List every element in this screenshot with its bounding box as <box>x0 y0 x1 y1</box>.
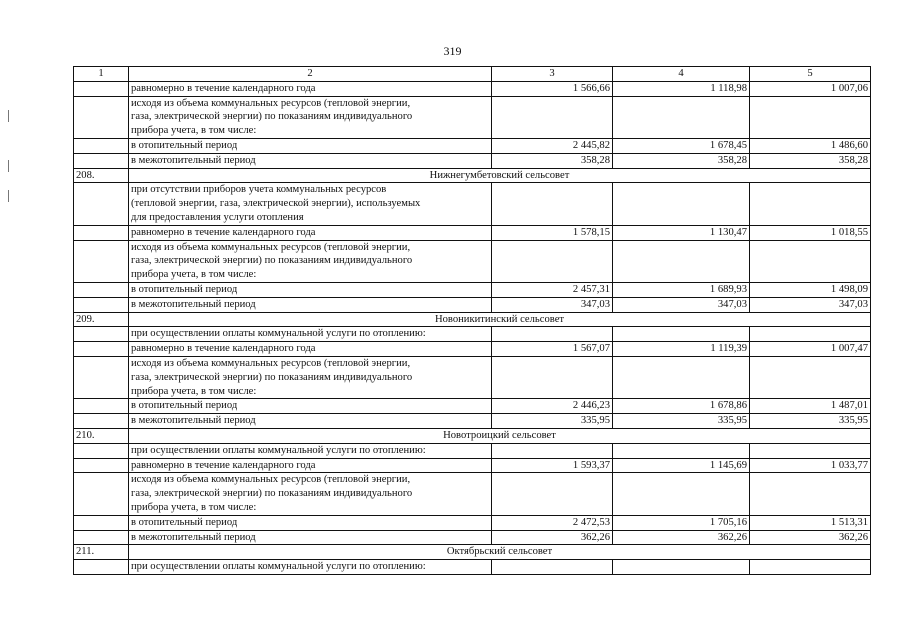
value-cell-v3 <box>492 356 613 398</box>
row-description <box>129 458 492 473</box>
row-description <box>129 473 492 515</box>
description-line: при осуществлении оплаты коммунальной услуги по отоплению: <box>131 561 426 573</box>
row-description <box>129 138 492 153</box>
table-row <box>74 399 871 414</box>
value-cell-v5 <box>750 327 871 342</box>
value-cell-v4: 1 119,39 <box>613 342 750 357</box>
row-description <box>129 225 492 240</box>
value-cell-v5: 1 498,09 <box>750 282 871 297</box>
value-cell-v4: 358,28 <box>613 153 750 168</box>
row-number-cell <box>74 356 129 398</box>
section-number: 211. <box>74 545 129 560</box>
section-number: 208. <box>74 168 129 183</box>
row-number-cell <box>74 282 129 297</box>
scan-margin-mark <box>8 160 9 172</box>
scan-margin-mark <box>8 110 9 122</box>
row-number-cell <box>74 240 129 282</box>
row-number-cell <box>74 183 129 225</box>
table-row <box>74 81 871 96</box>
row-number-cell <box>74 530 129 545</box>
table-row <box>74 342 871 357</box>
table-row <box>74 458 871 473</box>
value-cell-v3: 335,95 <box>492 414 613 429</box>
value-cell-v3: 1 578,15 <box>492 225 613 240</box>
section-number: 210. <box>74 428 129 443</box>
description-line: газа, электрической энергии) по показаниям индивидуального <box>131 255 413 267</box>
row-number-cell <box>74 225 129 240</box>
value-cell-v3: 2 445,82 <box>492 138 613 153</box>
value-cell-v3: 1 593,37 <box>492 458 613 473</box>
value-cell-v4: 1 705,16 <box>613 515 750 530</box>
tariff-table <box>73 66 871 575</box>
row-description <box>129 356 492 398</box>
table-row <box>74 327 871 342</box>
table-row <box>74 153 871 168</box>
page-number: 319 <box>443 44 462 58</box>
value-cell-v4 <box>613 443 750 458</box>
table-row <box>74 560 871 575</box>
table-row <box>74 443 871 458</box>
value-cell-v4: 1 678,86 <box>613 399 750 414</box>
value-cell-v5: 362,26 <box>750 530 871 545</box>
value-cell-v5: 1 513,31 <box>750 515 871 530</box>
value-cell-v5: 335,95 <box>750 414 871 429</box>
section-title: Новоникитинский сельсовет <box>129 312 871 327</box>
row-description <box>129 414 492 429</box>
row-description <box>129 240 492 282</box>
value-cell-v3 <box>492 473 613 515</box>
description-line: прибора учета, в том числе: <box>131 385 257 397</box>
value-cell-v3: 2 472,53 <box>492 515 613 530</box>
description-line: при отсутствии приборов учета коммунальных ресурсов <box>131 184 387 196</box>
value-cell-v4 <box>613 96 750 138</box>
table-row <box>74 297 871 312</box>
section-title: Октябрьский сельсовет <box>129 545 871 560</box>
description-line: исходя из объема коммунальных ресурсов (тепловой энергии, <box>131 474 411 486</box>
description-line: при осуществлении оплаты коммунальной услуги по отоплению: <box>131 328 426 340</box>
description-line: для предоставления услуги отопления <box>131 211 304 223</box>
value-cell-v5: 1 007,06 <box>750 81 871 96</box>
row-number-cell <box>74 458 129 473</box>
value-cell-v5 <box>750 473 871 515</box>
value-cell-v3 <box>492 96 613 138</box>
value-cell-v4 <box>613 183 750 225</box>
column-header: 3 <box>492 67 613 82</box>
column-header: 2 <box>129 67 492 82</box>
description-line: прибора учета, в том числе: <box>131 501 257 513</box>
table-row <box>74 225 871 240</box>
row-number-cell <box>74 399 129 414</box>
value-cell-v4 <box>613 473 750 515</box>
value-cell-v4 <box>613 240 750 282</box>
value-cell-v5: 1 033,77 <box>750 458 871 473</box>
row-description <box>129 443 492 458</box>
description-line: исходя из объема коммунальных ресурсов (тепловой энергии, <box>131 241 411 253</box>
description-line: при осуществлении оплаты коммунальной услуги по отоплению: <box>131 444 426 456</box>
row-description <box>129 81 492 96</box>
value-cell-v3 <box>492 240 613 282</box>
row-description <box>129 560 492 575</box>
description-line: (тепловой энергии, газа, электрической энергии), используемых <box>131 198 421 210</box>
value-cell-v4: 335,95 <box>613 414 750 429</box>
row-number-cell <box>74 81 129 96</box>
row-number-cell <box>74 443 129 458</box>
value-cell-v3: 2 457,31 <box>492 282 613 297</box>
scan-margin-mark <box>8 190 9 202</box>
value-cell-v4 <box>613 356 750 398</box>
section-header-row <box>74 312 871 327</box>
description-line: равномерно в течение календарного года <box>131 343 316 355</box>
value-cell-v5: 1 007,47 <box>750 342 871 357</box>
row-description <box>129 96 492 138</box>
value-cell-v5: 358,28 <box>750 153 871 168</box>
value-cell-v3: 1 566,66 <box>492 81 613 96</box>
description-line: в отопительный период <box>131 516 238 528</box>
description-line: в межотопительный период <box>131 415 256 427</box>
section-header-row <box>74 428 871 443</box>
row-number-cell <box>74 297 129 312</box>
value-cell-v3 <box>492 327 613 342</box>
column-header: 1 <box>74 67 129 82</box>
table-row <box>74 282 871 297</box>
value-cell-v4: 1 689,93 <box>613 282 750 297</box>
value-cell-v5 <box>750 96 871 138</box>
value-cell-v5 <box>750 183 871 225</box>
description-line: в межотопительный период <box>131 531 256 543</box>
section-title: Новотроицкий сельсовет <box>129 428 871 443</box>
table-row <box>74 96 871 138</box>
description-line: в отопительный период <box>131 400 238 412</box>
value-cell-v3: 362,26 <box>492 530 613 545</box>
description-line: прибора учета, в том числе: <box>131 125 257 137</box>
value-cell-v4 <box>613 560 750 575</box>
description-line: газа, электрической энергии) по показаниям индивидуального <box>131 111 413 123</box>
value-cell-v3 <box>492 560 613 575</box>
value-cell-v5: 1 487,01 <box>750 399 871 414</box>
row-description <box>129 183 492 225</box>
description-line: равномерно в течение календарного года <box>131 459 316 471</box>
value-cell-v3 <box>492 183 613 225</box>
column-header: 4 <box>613 67 750 82</box>
value-cell-v3: 347,03 <box>492 297 613 312</box>
row-description <box>129 282 492 297</box>
description-line: газа, электрической энергии) по показаниям индивидуального <box>131 488 413 500</box>
column-header: 5 <box>750 67 871 82</box>
value-cell-v4 <box>613 327 750 342</box>
row-number-cell <box>74 414 129 429</box>
row-description <box>129 297 492 312</box>
row-number-cell <box>74 153 129 168</box>
description-line: газа, электрической энергии) по показаниям индивидуального <box>131 371 413 383</box>
row-number-cell <box>74 327 129 342</box>
table-row <box>74 240 871 282</box>
table-row <box>74 530 871 545</box>
value-cell-v3: 358,28 <box>492 153 613 168</box>
row-description <box>129 153 492 168</box>
section-header-row <box>74 545 871 560</box>
value-cell-v4: 1 130,47 <box>613 225 750 240</box>
row-description <box>129 515 492 530</box>
description-line: прибора учета, в том числе: <box>131 269 257 281</box>
value-cell-v5: 1 018,55 <box>750 225 871 240</box>
value-cell-v5 <box>750 560 871 575</box>
value-cell-v5 <box>750 240 871 282</box>
table-row <box>74 414 871 429</box>
value-cell-v4: 347,03 <box>613 297 750 312</box>
description-line: в отопительный период <box>131 283 238 295</box>
description-line: в межотопительный период <box>131 154 256 166</box>
row-description <box>129 327 492 342</box>
value-cell-v5 <box>750 356 871 398</box>
section-number: 209. <box>74 312 129 327</box>
value-cell-v3: 2 446,23 <box>492 399 613 414</box>
value-cell-v5: 347,03 <box>750 297 871 312</box>
value-cell-v4: 1 145,69 <box>613 458 750 473</box>
row-number-cell <box>74 138 129 153</box>
value-cell-v4: 362,26 <box>613 530 750 545</box>
row-description <box>129 399 492 414</box>
row-number-cell <box>74 515 129 530</box>
description-line: исходя из объема коммунальных ресурсов (тепловой энергии, <box>131 97 411 109</box>
description-line: равномерно в течение календарного года <box>131 82 316 94</box>
row-number-cell <box>74 560 129 575</box>
value-cell-v4: 1 118,98 <box>613 81 750 96</box>
table-row <box>74 183 871 225</box>
description-line: в отопительный период <box>131 139 238 151</box>
value-cell-v5: 1 486,60 <box>750 138 871 153</box>
row-number-cell <box>74 473 129 515</box>
row-description <box>129 530 492 545</box>
value-cell-v3 <box>492 443 613 458</box>
section-header-row <box>74 168 871 183</box>
description-line: исходя из объема коммунальных ресурсов (тепловой энергии, <box>131 357 411 369</box>
tariff-table-body <box>74 67 871 575</box>
row-number-cell <box>74 96 129 138</box>
value-cell-v5 <box>750 443 871 458</box>
value-cell-v3: 1 567,07 <box>492 342 613 357</box>
description-line: равномерно в течение календарного года <box>131 226 316 238</box>
table-row <box>74 515 871 530</box>
row-description <box>129 342 492 357</box>
table-row <box>74 138 871 153</box>
value-cell-v4: 1 678,45 <box>613 138 750 153</box>
section-title: Нижнегумбетовский сельсовет <box>129 168 871 183</box>
column-number-header-row <box>74 67 871 82</box>
description-line: в межотопительный период <box>131 298 256 310</box>
table-row <box>74 473 871 515</box>
row-number-cell <box>74 342 129 357</box>
table-row <box>74 356 871 398</box>
